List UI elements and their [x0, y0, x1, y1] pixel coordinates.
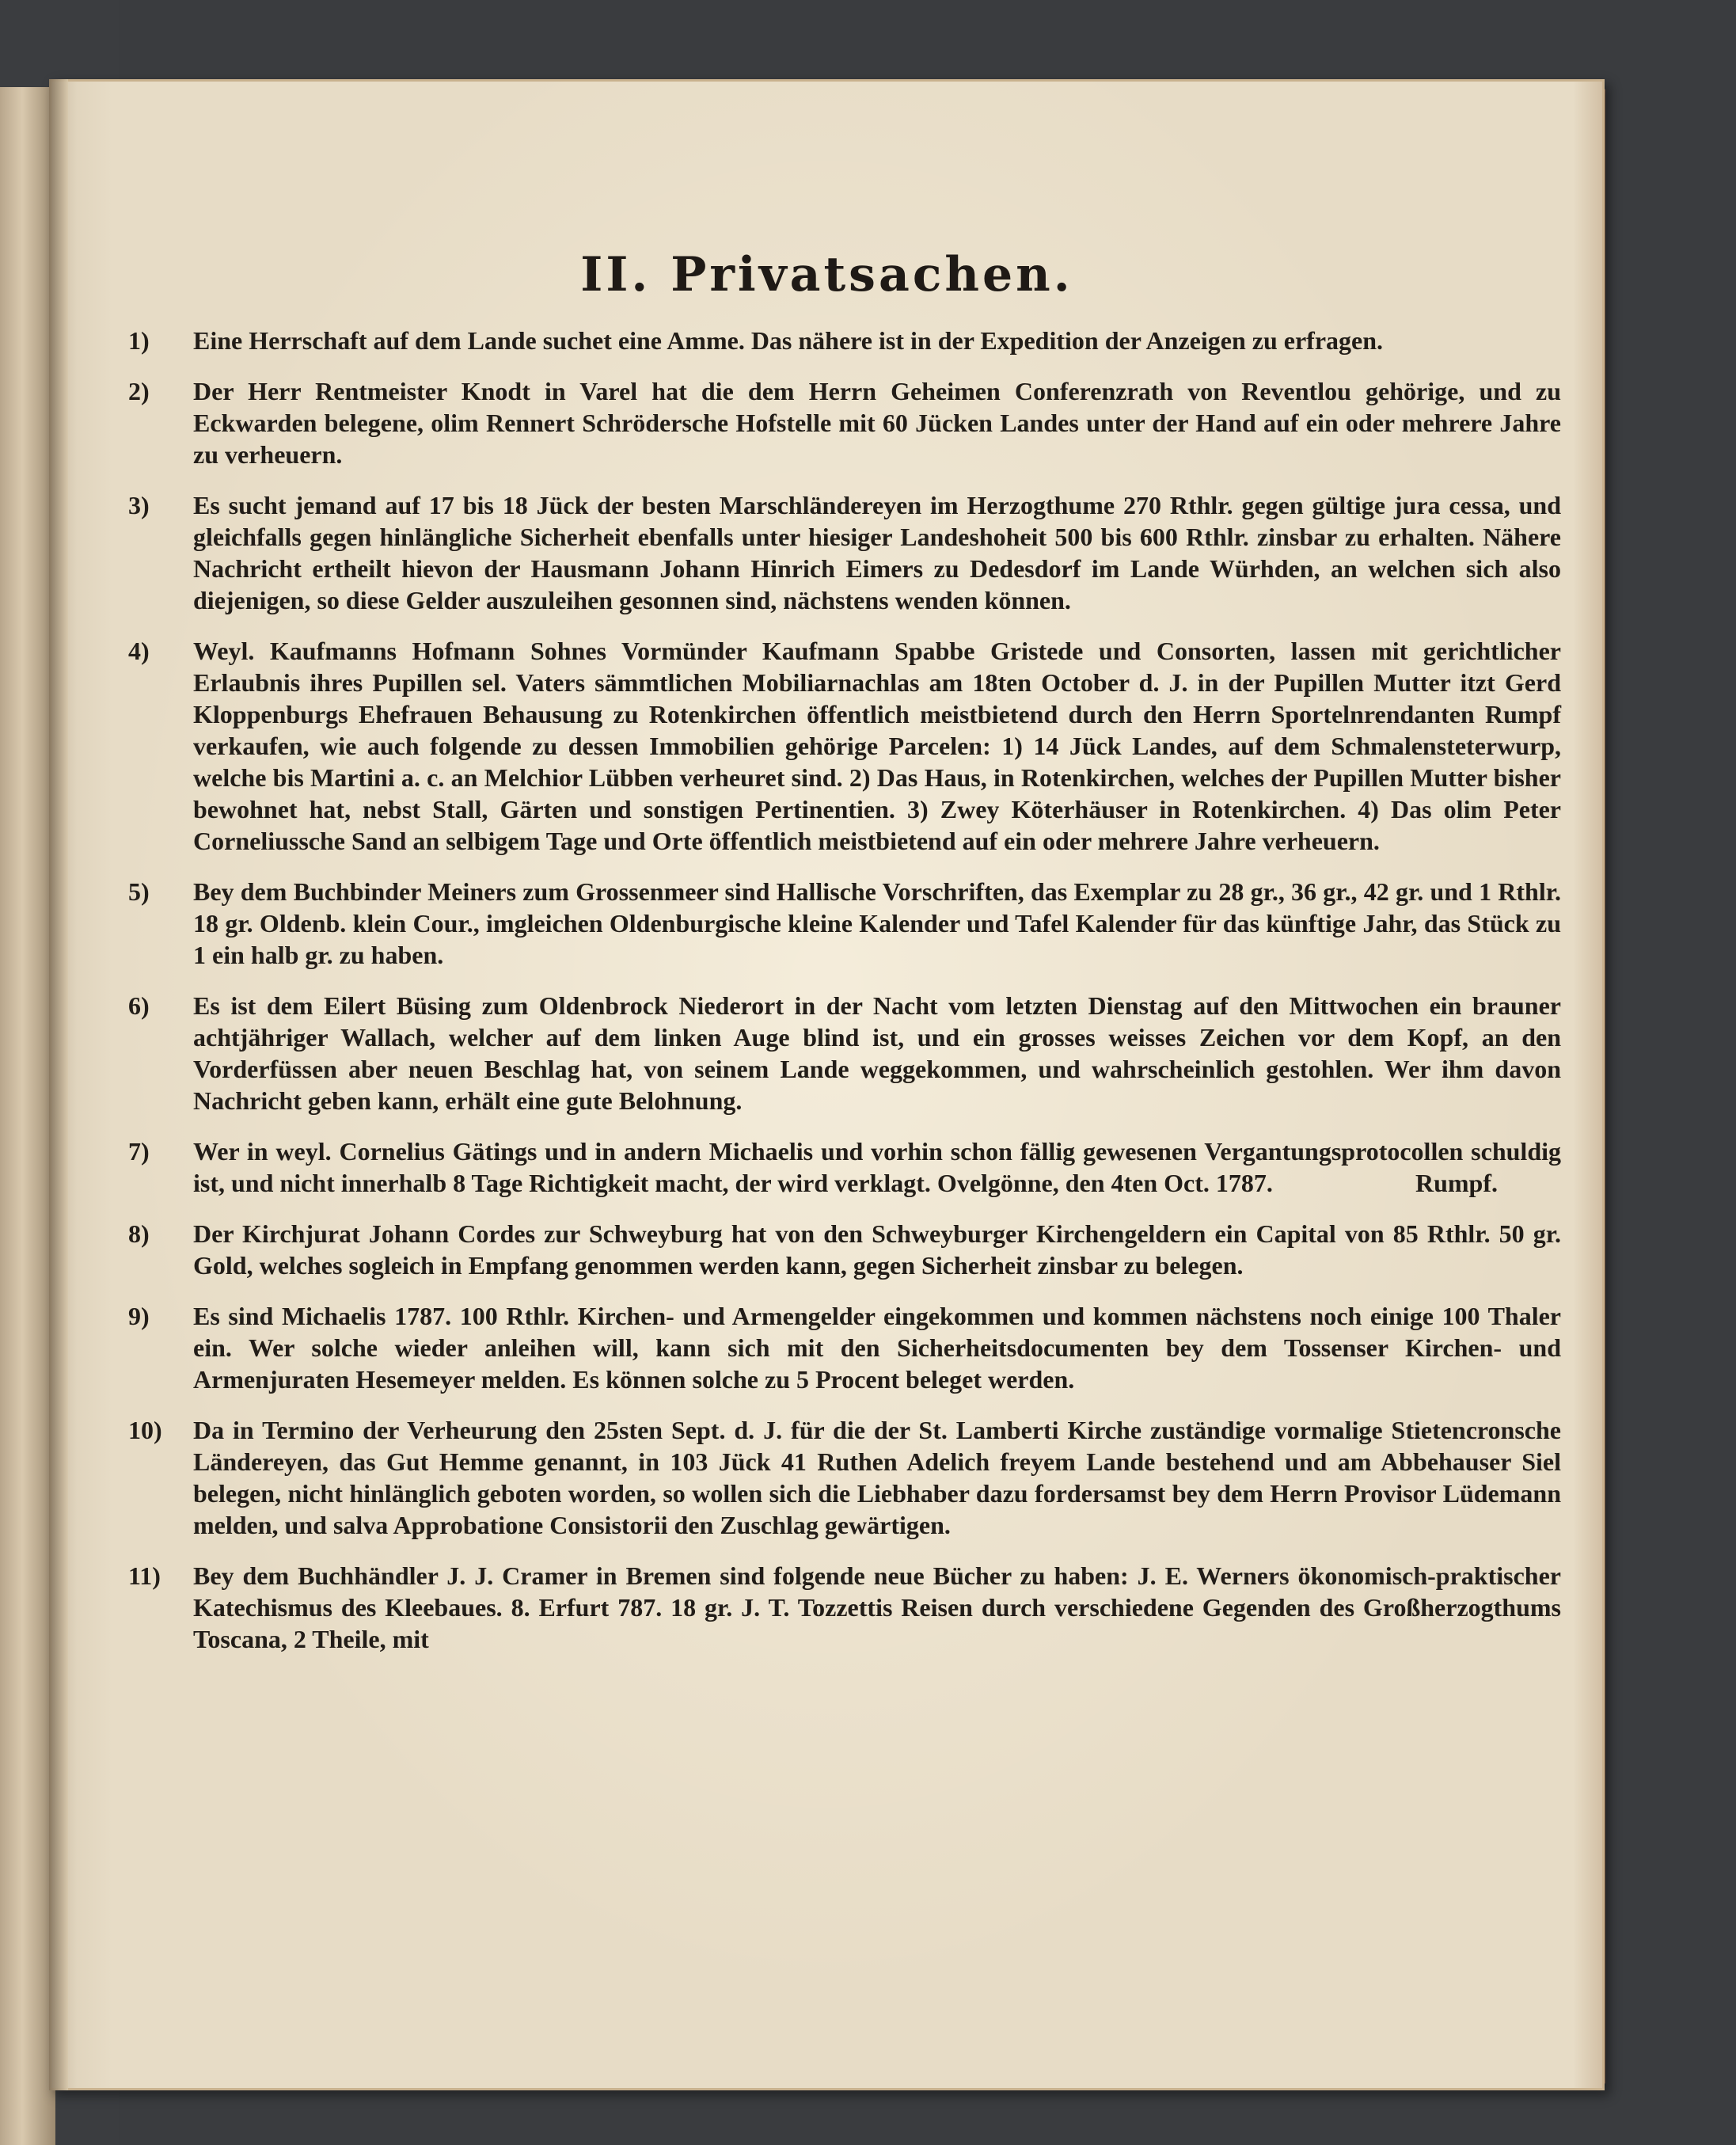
- entry-text: Eine Herrschaft auf dem Lande suchet eine Amme. Das nähere ist in der Expedition der Anzeigen zu erfragen.: [193, 326, 1384, 355]
- entry-1: [128, 325, 1561, 356]
- left-page-edge: [0, 87, 55, 2145]
- entry-9: [128, 1300, 1561, 1395]
- entry-text: Es ist dem Eilert Büsing zum Oldenbrock Niederort in der Nacht vom letzten Dienstag auf den Mittwochen ein brauner achtjähriger Wallach, welcher auf dem linken Auge blind ist, und ein grosses weisses Zeichen vor dem Kopf, an den Vorderfüssen aber neuen Beschlag hat, von seinem Lande weggekommen, und wahrscheinlich gestohlen. Wer ihm davon Nachricht geben kann, erhält eine gute Belohnung.: [193, 991, 1561, 1115]
- entry-3: [128, 489, 1561, 616]
- entry-4: [128, 635, 1561, 857]
- entry-list: [128, 325, 1561, 1674]
- entry-number: 7): [128, 1137, 150, 1166]
- entry-text: Weyl. Kaufmanns Hofmann Sohnes Vormünder Kaufmann Spabbe Gristede und Consorten, lassen mit gerichtlicher Erlaubnis ihres Pupillen sel. Vaters sämmtlichen Mobiliarnachlas am 18ten October d. J. in der Pupillen Mutter itzt Gerd Kloppenburgs Ehefrauen Behausung zu Rotenkirchen öffentlich meistbietend durch den Herrn Sportelnrendanten Rumpf verkaufen, wie auch folgende zu dessen Immobilien gehörige Parcelen: 1) 14 Jück Landes, auf dem Schmalensteterwurp, welche bis Martini a. c. an Melchior Lübben verheuret sind. 2) Das Haus, in Rotenkirchen, welches der Pupillen Mutter bisher bewohnet hat, nebst Stall, Gärten und sonstigen Pertinentien. 3) Zwey Köterhäuser in Rotenkirchen. 4) Das olim Peter Corneliussche Sand an selbigem Tage und Orte öffentlich meistbietend auf ein oder mehrere Jahre verheuern.: [193, 637, 1561, 855]
- page-title: II. Privatsachen.: [580, 247, 1073, 302]
- entry-text: Bey dem Buchbinder Meiners zum Grossenmeer sind Hallische Vorschriften, das Exemplar zu 28 gr., 36 gr., 42 gr. und 1 Rthlr. 18 gr. Oldenb. klein Cour., imgleichen Oldenburgische kleine Kalender und Tafel Kalender für das künftige Jahr, das Stück zu 1 ein halb gr. zu haben.: [193, 877, 1561, 969]
- entry-number: 5): [128, 877, 150, 906]
- entry-number: 3): [128, 491, 150, 519]
- entry-text: Der Kirchjurat Johann Cordes zur Schweyburg hat von den Schweyburger Kirchengeldern ein Capital von 85 Rthlr. 50 gr. Gold, welches sogleich in Empfang genommen werden kann, gegen Sicherheit zinsbar zu belegen.: [193, 1219, 1561, 1280]
- entry-number: 8): [128, 1219, 150, 1248]
- entry-number: 11): [128, 1561, 161, 1590]
- entry-number: 10): [128, 1416, 162, 1444]
- entry-2: [128, 375, 1561, 470]
- entry-5: [128, 876, 1561, 971]
- entry-11: [128, 1560, 1561, 1655]
- entry-number: 2): [128, 377, 150, 405]
- entry-text: Der Herr Rentmeister Knodt in Varel hat die dem Herrn Geheimen Conferenzrath von Reventlou gehörige, und zu Eckwarden belegene, olim Rennert Schrödersche Hofstelle mit 60 Jücken Landes unter der Hand auf ein oder mehrere Jahre zu verheuern.: [193, 377, 1561, 469]
- entry-8: [128, 1218, 1561, 1281]
- entry-signature: Rumpf.: [1415, 1169, 1498, 1197]
- entry-text: Es sucht jemand auf 17 bis 18 Jück der besten Marschländereyen im Herzogthume 270 Rthlr. gegen gültige jura cessa, und gleichfalls gegen hinlängliche Sicherheit ebenfalls unter hiesiger Landeshoheit 500 bis 600 Rthlr. zinsbar zu erhalten. Nähere Nachricht ertheilt hievon der Hausmann Johann Hinrich Eimers zu Dedesdorf im Lande Würhden, an welchen sich also diejenigen, so diese Gelder auszuleihen gesonnen sind, nächstens wenden können.: [193, 491, 1561, 614]
- entry-6: [128, 990, 1561, 1116]
- entry-text: Da in Termino der Verheurung den 25sten Sept. d. J. für die der St. Lamberti Kirche zuständige vormalige Stietencronsche Ländereyen, das Gut Hemme genannt, in 103 Jück 41 Ruthen Adelich freyem Lande bestehend und am Abbehauser Siel belegen, nicht hinlänglich geboten worden, so wollen sich die Liebhaber dazu fordersamst bey dem Herrn Provisor Lüdemann melden, und salva Approbatione Consistorii den Zuschlag gewärtigen.: [193, 1416, 1561, 1539]
- entry-text: Bey dem Buchhändler J. J. Cramer in Bremen sind folgende neue Bücher zu haben: J. E. Werners ökonomisch-praktischer Katechismus des Kleebaues. 8. Erfurt 787. 18 gr. J. T. Tozzettis Reisen durch verschiedene Gegenden des Großherzogthums Toscana, 2 Theile, mit: [193, 1561, 1561, 1653]
- entry-7: [128, 1135, 1561, 1199]
- entry-number: 6): [128, 991, 150, 1020]
- entry-text: Wer in weyl. Cornelius Gätings und in andern Michaelis und vorhin schon fällig gewesenen Vergantungsprotocollen schuldig ist, und nicht innerhalb 8 Tage Richtigkeit macht, der wird verklagt. Ovelgönne, den 4ten Oct. 1787.: [193, 1137, 1561, 1197]
- entry-text: Es sind Michaelis 1787. 100 Rthlr. Kirchen- und Armengelder eingekommen und kommen nächstens noch einige 100 Thaler ein. Wer solche wieder anleihen will, kann sich mit den Sicherheitsdocumenten bey dem Tossenser Kirchen- und Armenjuraten Hesemeyer melden. Es können solche zu 5 Procent beleget werden.: [193, 1302, 1561, 1394]
- entry-number: 4): [128, 637, 150, 665]
- page-gutter: [49, 79, 68, 2090]
- entry-number: 9): [128, 1302, 150, 1330]
- entry-10: [128, 1414, 1561, 1541]
- entry-number: 1): [128, 326, 150, 355]
- document-page: [49, 79, 1605, 2090]
